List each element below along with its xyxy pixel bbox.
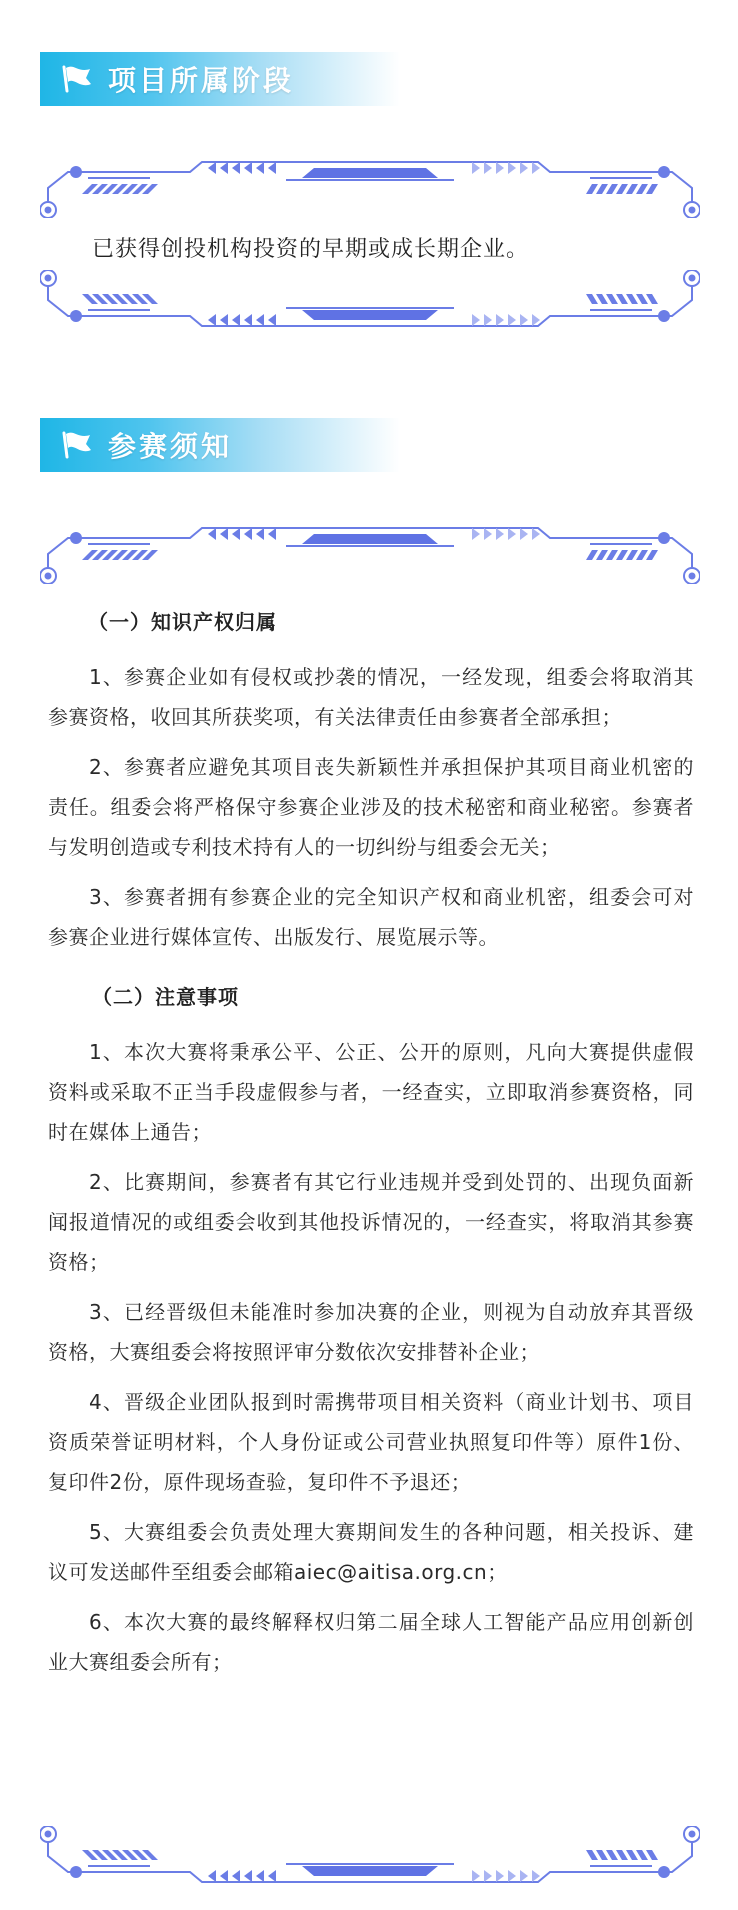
section-header-notice	[40, 418, 400, 472]
matters-item-5: 5、大赛组委会负责处理大赛期间发生的各种问题，相关投诉、建议可发送邮件至组委会邮箱aiec@aitisa.org.cn；	[48, 1520, 694, 1584]
subheading-ip: （一）知识产权归属	[88, 610, 277, 634]
decorative-frame-top	[40, 158, 700, 218]
decorative-frame-bottom	[40, 270, 700, 330]
section-title-stage: 项目所属阶段	[108, 64, 295, 97]
ip-item-1: 1、参赛企业如有侵权或抄袭的情况，一经发现，组委会将取消其参赛资格，收回其所获奖项，有关法律责任由参赛者全部承担；	[48, 665, 694, 729]
section-header-stage	[40, 52, 400, 106]
flag-icon	[60, 64, 94, 94]
matters-item-6: 6、本次大赛的最终解释权归第二届全球人工智能产品应用创新创业大赛组委会所有；	[48, 1610, 694, 1674]
notice-content	[48, 606, 694, 1692]
ip-item-3: 3、参赛者拥有参赛企业的完全知识产权和商业机密，组委会可对参赛企业进行媒体宣传、出版发行、展览展示等。	[48, 885, 694, 949]
ip-item-2: 2、参赛者应避免其项目丧失新颖性并承担保护其项目商业机密的责任。组委会将严格保守参赛企业涉及的技术秘密和商业秘密。参赛者与发明创造或专利技术持有人的一切纠纷与组委会无关；	[48, 755, 694, 859]
flag-icon	[60, 430, 94, 460]
section-title-notice: 参赛须知	[108, 430, 233, 463]
decorative-frame-bottom	[40, 1826, 700, 1886]
matters-item-2: 2、比赛期间，参赛者有其它行业违规并受到处罚的、出现负面新闻报道情况的或组委会收到其他投诉情况的，一经查实，将取消其参赛资格；	[48, 1170, 694, 1274]
matters-item-4: 4、晋级企业团队报到时需携带项目相关资料（商业计划书、项目资质荣誉证明材料，个人身份证或公司营业执照复印件等）原件1份、复印件2份，原件现场查验，复印件不予退还；	[48, 1390, 694, 1494]
matters-item-3: 3、已经晋级但未能准时参加决赛的企业，则视为自动放弃其晋级资格，大赛组委会将按照评审分数依次安排替补企业；	[48, 1300, 694, 1364]
matters-item-1: 1、本次大赛将秉承公平、公正、公开的原则，凡向大赛提供虚假资料或采取不正当手段虚假参与者，一经查实，立即取消参赛资格，同时在媒体上通告；	[48, 1040, 694, 1144]
subheading-matters: （二）注意事项	[92, 985, 239, 1009]
decorative-frame-top	[40, 524, 700, 584]
stage-description: 已获得创投机构投资的早期或成长期企业。	[92, 237, 530, 262]
